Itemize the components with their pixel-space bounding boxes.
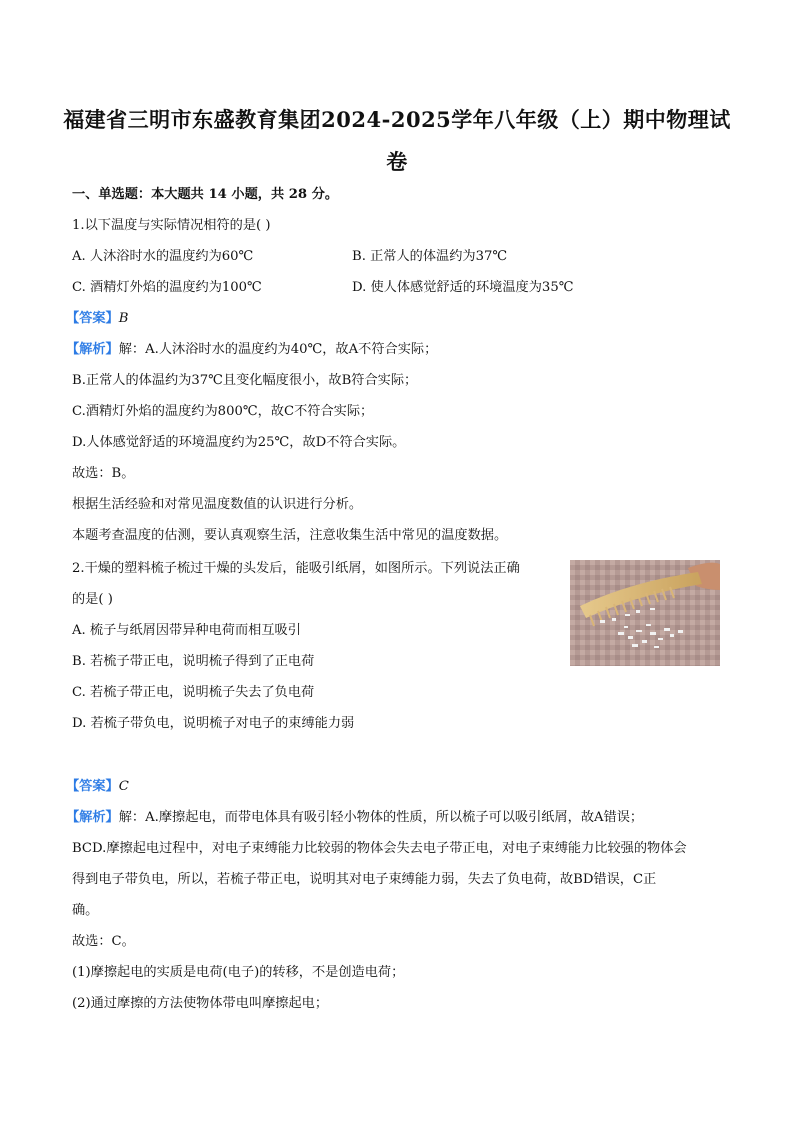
document-title-line1: 福建省三明市东盛教育集团2024-2025学年八年级（上）期中物理试	[63, 107, 731, 132]
q1-analysis-line4: D.人体感觉舒适的环境温度约为25℃，故D不符合实际。	[72, 435, 406, 450]
q2-analysis-text1: 解：A.摩擦起电，而带电体具有吸引轻小物体的性质，所以梳子可以吸引纸屑，故A错误；	[118, 810, 644, 825]
q1-option-b: B. 正常人的体温约为37℃	[352, 249, 508, 264]
q2-option-c: C. 若梳子带正电，说明梳子失去了负电荷	[72, 685, 315, 700]
q1-option-a: A. 人沐浴时水的温度约为60℃	[72, 249, 254, 264]
q1-analysis-line3: C.酒精灯外焰的温度约为800℃，故C不符合实际；	[72, 404, 374, 419]
q1-option-d: D. 使人体感觉舒适的环境温度为35℃	[352, 280, 574, 295]
analysis-tag: 【解析】	[66, 342, 119, 357]
q2-analysis-line3: 得到电子带负电，所以，若梳子带正电，说明其对电子束缚能力弱，失去了负电荷，故BD错误，C正	[72, 872, 657, 887]
q1-answer-line	[66, 310, 128, 328]
q2-note2: (2)通过摩擦的方法使物体带电叫摩擦起电；	[72, 996, 329, 1011]
q1-answer-value: B	[118, 311, 129, 326]
q2-note1: (1)摩擦起电的实质是电荷(电子)的转移，不是创造电荷；	[72, 965, 405, 980]
q1-analysis-line2: B.正常人的体温约为37℃且变化幅度很小，故B符合实际；	[72, 373, 418, 388]
q1-stem: 1.以下温度与实际情况相符的是( )	[72, 218, 271, 233]
q2-analysis-line2: BCD.摩擦起电过程中，对电子束缚能力比较弱的物体会失去电子带正电，对电子束缚能力比较强的物体会	[72, 841, 687, 856]
q2-answer-value: C	[118, 779, 129, 794]
q2-stem-line1: 2.干燥的塑料梳子梳过干燥的头发后，能吸引纸屑，如图所示。下列说法正确	[72, 561, 520, 576]
document-title-line2: 卷	[386, 149, 408, 174]
answer-tag: 【答案】	[66, 311, 119, 326]
answer-tag: 【答案】	[66, 779, 119, 794]
analysis-tag: 【解析】	[66, 810, 119, 825]
q2-option-d: D. 若梳子带负电，说明梳子对电子的束缚能力弱	[72, 716, 355, 731]
q2-choose: 故选：C。	[72, 934, 135, 949]
q2-answer-line	[66, 778, 129, 796]
q2-stem-line2: 的是( )	[72, 592, 113, 607]
q2-option-b: B. 若梳子带正电，说明梳子得到了正电荷	[72, 654, 315, 669]
q1-choose: 故选：B。	[72, 466, 135, 481]
q1-note2: 本题考查温度的估测，要认真观察生活，注意收集生活中常见的温度数据。	[72, 528, 508, 543]
q1-option-c: C. 酒精灯外焰的温度约为100℃	[72, 280, 262, 295]
q2-analysis-line4: 确。	[72, 903, 99, 918]
q2-option-a: A. 梳子与纸屑因带异种电荷而相互吸引	[72, 623, 301, 638]
q1-analysis-text1: 解：A.人沐浴时水的温度约为40℃，故A不符合实际；	[118, 342, 438, 357]
q1-note1: 根据生活经验和对常见温度数值的认识进行分析。	[72, 497, 363, 512]
q1-analysis-line1	[66, 341, 437, 359]
section-heading: 一、单选题：本大题共 14 小题，共 28 分。	[72, 187, 339, 202]
q2-analysis-line1	[66, 809, 643, 827]
comb-paper-photo	[570, 560, 720, 666]
